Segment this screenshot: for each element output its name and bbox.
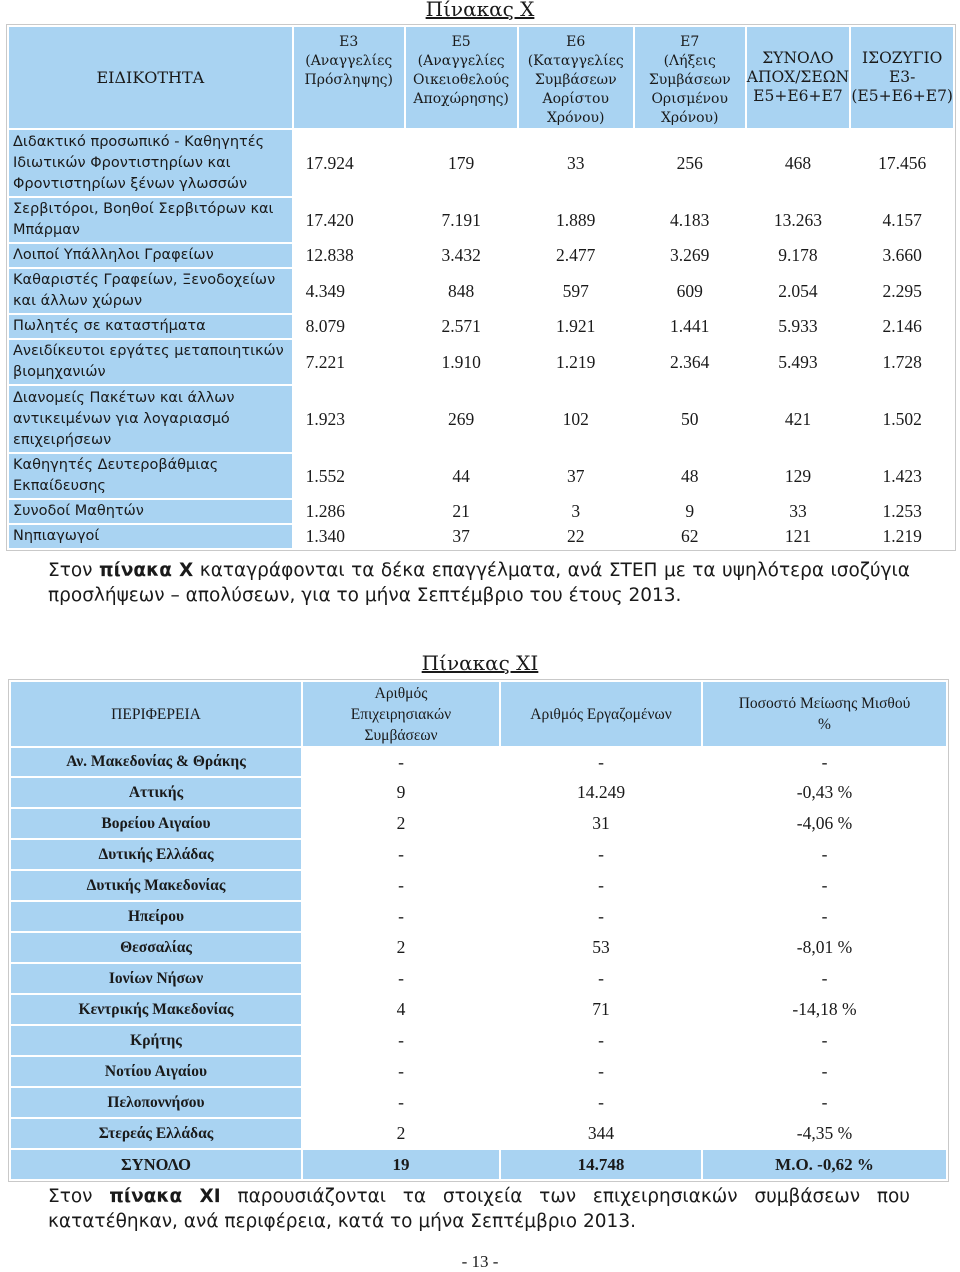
total-cell: 2.054 (778, 280, 818, 301)
employees-cell: - (598, 1030, 604, 1050)
e6-cell: 1.889 (556, 209, 596, 230)
total-cell: 33 (789, 501, 807, 521)
e5-cell: 848 (448, 280, 475, 301)
e3-cell: 1.286 (305, 501, 346, 521)
e6-cell: 1.921 (556, 316, 596, 336)
contracts-cell: - (398, 751, 404, 772)
e6-cell: 33 (566, 152, 585, 173)
e7-cell: 256 (676, 152, 703, 173)
e7-cell: 50 (680, 408, 699, 429)
region-cell: Βορείου Αιγαίου (11, 809, 301, 838)
contracts-cell: - (398, 968, 404, 988)
table-row (11, 964, 946, 993)
e5-cell: 2.571 (441, 316, 481, 336)
total-contracts-cell: 19 (303, 1150, 499, 1179)
e3-cell: 1.340 (305, 526, 346, 546)
page-number: - 13 - (461, 1252, 499, 1271)
table-xi-title: Πίνακας ΧΙ (421, 651, 539, 675)
employees-cell: - (598, 1061, 604, 1081)
e5-cell: 3.432 (441, 245, 481, 265)
employees-cell: - (598, 875, 604, 895)
employees-cell: 344 (587, 1123, 615, 1143)
total-cell: 121 (784, 526, 812, 546)
e5-cell: 269 (448, 408, 475, 429)
table-row (11, 933, 946, 962)
header-e6: Ε6 (Καταγγελίες Συμβάσεων Αορίστου Χρόνου) (519, 27, 633, 128)
specialty-cell: Πωλητές σε καταστήματα (9, 315, 292, 338)
e3-cell: 7.221 (305, 351, 346, 372)
table-row (9, 386, 953, 452)
contracts-cell: 2 (396, 1123, 406, 1143)
table-row (11, 1057, 946, 1086)
paragraph-table-xi: Στον πίνακα ΧΙ παρουσιάζονται τα στοιχεία των επιχειρησιακών συμβάσεων που κατατέθηκαν, ανά περιφέρεια, κατά το μήνα Σεπτέμβριο 2013. (48, 1186, 911, 1232)
table-row (9, 340, 953, 384)
contracts-cell: - (398, 1061, 404, 1081)
e5-cell: 21 (452, 501, 470, 521)
contracts-cell: 2 (396, 937, 406, 957)
region-cell: Αττικής (11, 778, 301, 807)
balance-cell: 2.295 (882, 280, 922, 301)
region-cell: Ηπείρου (11, 902, 301, 931)
table-row (9, 500, 953, 523)
e5-cell: 1.910 (441, 351, 481, 372)
table-row (11, 995, 946, 1024)
reduction-cell: -4,35 % (796, 1123, 853, 1143)
table-total-row (11, 1150, 946, 1179)
region-cell: Κεντρικής Μακεδονίας (11, 995, 301, 1024)
e3-cell: 17.420 (305, 209, 354, 230)
employees-cell: 71 (592, 999, 610, 1019)
balance-cell: 1.219 (882, 526, 922, 546)
header-reduction: Ποσοστό Μείωσης Μισθού % (703, 682, 946, 746)
total-cell: 9.178 (778, 245, 818, 265)
balance-cell: 1.728 (882, 351, 922, 372)
table-row (11, 840, 946, 869)
header-total: ΣΥΝΟΛΟ ΑΠΟΧ/ΣΕΩΝ Ε5+Ε6+Ε7 (747, 27, 850, 128)
region-cell: Δυτικής Ελλάδας (11, 840, 301, 869)
e7-cell: 1.441 (670, 316, 710, 336)
e6-cell: 597 (562, 280, 589, 301)
balance-cell: 1.253 (882, 501, 922, 521)
e3-cell: 17.924 (305, 152, 354, 173)
header-contracts: Αριθμός Επιχειρησιακών Συμβάσεων (303, 682, 499, 746)
table-row (9, 198, 953, 242)
employees-cell: - (598, 751, 604, 772)
employees-cell: 31 (592, 813, 610, 833)
specialty-cell: Ανειδίκευτοι εργάτες μεταποιητικών βιομηχανιών (9, 340, 292, 384)
employees-cell: 14.249 (576, 782, 626, 802)
total-label-cell: ΣΥΝΟΛΟ (11, 1150, 301, 1179)
region-cell: Ιονίων Νήσων (11, 964, 301, 993)
region-cell: Κρήτης (11, 1026, 301, 1055)
table-row (11, 871, 946, 900)
specialty-cell: Καθηγητές Δευτεροβάθμιας Εκπαίδευσης (9, 454, 292, 498)
region-cell: Νοτίου Αιγαίου (11, 1057, 301, 1086)
reduction-cell: - (821, 1092, 828, 1112)
table-row (9, 269, 953, 313)
specialty-cell: Διανομείς Πακέτων και άλλων αντικειμένων για λογαριασμό επιχειρήσεων (9, 386, 292, 452)
reduction-cell: - (821, 875, 828, 895)
balance-cell: 1.423 (882, 465, 922, 486)
employees-cell: - (598, 844, 604, 864)
balance-cell: 17.456 (878, 152, 927, 173)
region-cell: Δυτικής Μακεδονίας (11, 871, 301, 900)
e3-cell: 1.923 (305, 408, 346, 429)
table-row (11, 902, 946, 931)
reduction-cell: -4,06 % (796, 813, 853, 833)
table-row (9, 130, 953, 196)
e6-cell: 22 (566, 526, 585, 546)
e7-cell: 3.269 (670, 245, 710, 265)
reduction-cell: -0,43 % (796, 782, 853, 802)
balance-cell: 1.502 (882, 408, 922, 429)
table-row (9, 244, 953, 267)
table-row (11, 748, 946, 776)
table-x (6, 24, 956, 551)
specialty-cell: Καθαριστές Γραφείων, Ξενοδοχείων και άλλων χώρων (9, 269, 292, 313)
e7-cell: 62 (680, 526, 699, 546)
total-cell: 468 (784, 152, 812, 173)
employees-cell: 53 (592, 937, 610, 957)
contracts-cell: - (398, 906, 404, 926)
e6-cell: 37 (566, 465, 585, 486)
e7-cell: 9 (685, 501, 695, 521)
e3-cell: 12.838 (305, 245, 354, 265)
e6-cell: 2.477 (556, 245, 596, 265)
employees-cell: - (598, 906, 604, 926)
balance-cell: 3.660 (882, 245, 922, 265)
table-row (11, 809, 946, 838)
contracts-cell: 4 (396, 999, 406, 1019)
reduction-cell: - (821, 1061, 828, 1081)
region-cell: Θεσσαλίας (11, 933, 301, 962)
header-employees: Αριθμός Εργαζομένων (501, 682, 701, 746)
contracts-cell: - (398, 844, 404, 864)
total-reduction-cell: Μ.Ο. -0,62 % (703, 1150, 946, 1179)
region-cell: Πελοποννήσου (11, 1088, 301, 1117)
table-row (11, 1026, 946, 1055)
table-row (9, 525, 953, 548)
e6-cell: 102 (562, 408, 589, 429)
total-cell: 129 (784, 465, 812, 486)
e3-cell: 4.349 (305, 280, 346, 301)
contracts-cell: 9 (396, 782, 406, 802)
employees-cell: - (598, 968, 604, 988)
region-cell: Αν. Μακεδονίας & Θράκης (11, 748, 301, 776)
reduction-cell: - (821, 1030, 828, 1050)
specialty-cell: Σερβιτόροι, Βοηθοί Σερβιτόρων και Μπάρμαν (9, 198, 292, 242)
header-e3: Ε3 (Αναγγελίες Πρόσληψης) (294, 27, 404, 128)
table-row (9, 454, 953, 498)
total-cell: 5.493 (778, 351, 818, 372)
header-balance: ΙΣΟΖΥΓΙΟ Ε3-(Ε5+Ε6+Ε7) (851, 27, 953, 128)
e7-cell: 48 (680, 465, 699, 486)
e3-cell: 8.079 (305, 316, 346, 336)
reduction-cell: -14,18 % (792, 999, 857, 1019)
specialty-cell: Λοιποί Υπάλληλοι Γραφείων (9, 244, 292, 267)
e3-cell: 1.552 (305, 465, 346, 486)
employees-cell: - (598, 1092, 604, 1112)
total-employees-cell: 14.748 (501, 1150, 701, 1179)
e7-cell: 2.364 (670, 351, 710, 372)
e5-cell: 44 (452, 465, 470, 486)
paragraph-table-x: Στον πίνακα Χ καταγράφονται τα δέκα επαγγέλματα, ανά ΣΤΕΠ με τα υψηλότερα ισοζύγια προσλήψεων – απολύσεων, για το μήνα Σεπτέμβριο του έτους 2013. (48, 560, 910, 606)
total-cell: 5.933 (778, 316, 818, 336)
table-row (9, 315, 953, 338)
header-e7: Ε7 (Λήξεις Συμβάσεων Ορισμένου Χρόνου) (635, 27, 745, 128)
e5-cell: 37 (452, 526, 470, 546)
header-e5: Ε5 (Αναγγελίες Οικειοθελούς Αποχώρησης) (406, 27, 517, 128)
reduction-cell: -8,01 % (796, 937, 853, 957)
balance-cell: 2.146 (882, 316, 922, 336)
reduction-cell: - (821, 906, 828, 926)
contracts-cell: - (398, 1092, 404, 1112)
table-row (11, 1119, 946, 1148)
e5-cell: 7.191 (441, 209, 481, 230)
e7-cell: 609 (676, 280, 703, 301)
specialty-cell: Συνοδοί Μαθητών (9, 500, 292, 523)
header-region: ΠΕΡΙΦΕΡΕΙΑ (11, 682, 301, 746)
specialty-cell: Διδακτικό προσωπικό - Καθηγητές Ιδιωτικών Φροντιστηρίων και Φροντιστηρίων ξένων γλωσσών (9, 130, 292, 196)
table-row (11, 1088, 946, 1117)
reduction-cell: - (821, 844, 828, 864)
table-row (11, 778, 946, 807)
e6-cell: 1.219 (556, 351, 596, 372)
table-xi (8, 679, 949, 1182)
region-cell: Στερεάς Ελλάδας (11, 1119, 301, 1148)
contracts-cell: 2 (396, 813, 406, 833)
total-cell: 421 (784, 408, 812, 429)
header-specialty: ΕΙΔΙΚΟΤΗΤΑ (9, 27, 292, 128)
total-cell: 13.263 (773, 209, 822, 230)
e5-cell: 179 (448, 152, 475, 173)
reduction-cell: - (821, 751, 828, 772)
specialty-cell: Νηπιαγωγοί (9, 525, 292, 548)
e7-cell: 4.183 (670, 209, 710, 230)
reduction-cell: - (821, 968, 828, 988)
table-x-title: Πίνακας Χ (425, 0, 535, 21)
contracts-cell: - (398, 875, 404, 895)
contracts-cell: - (398, 1030, 404, 1050)
balance-cell: 4.157 (882, 209, 922, 230)
e6-cell: 3 (571, 501, 581, 521)
